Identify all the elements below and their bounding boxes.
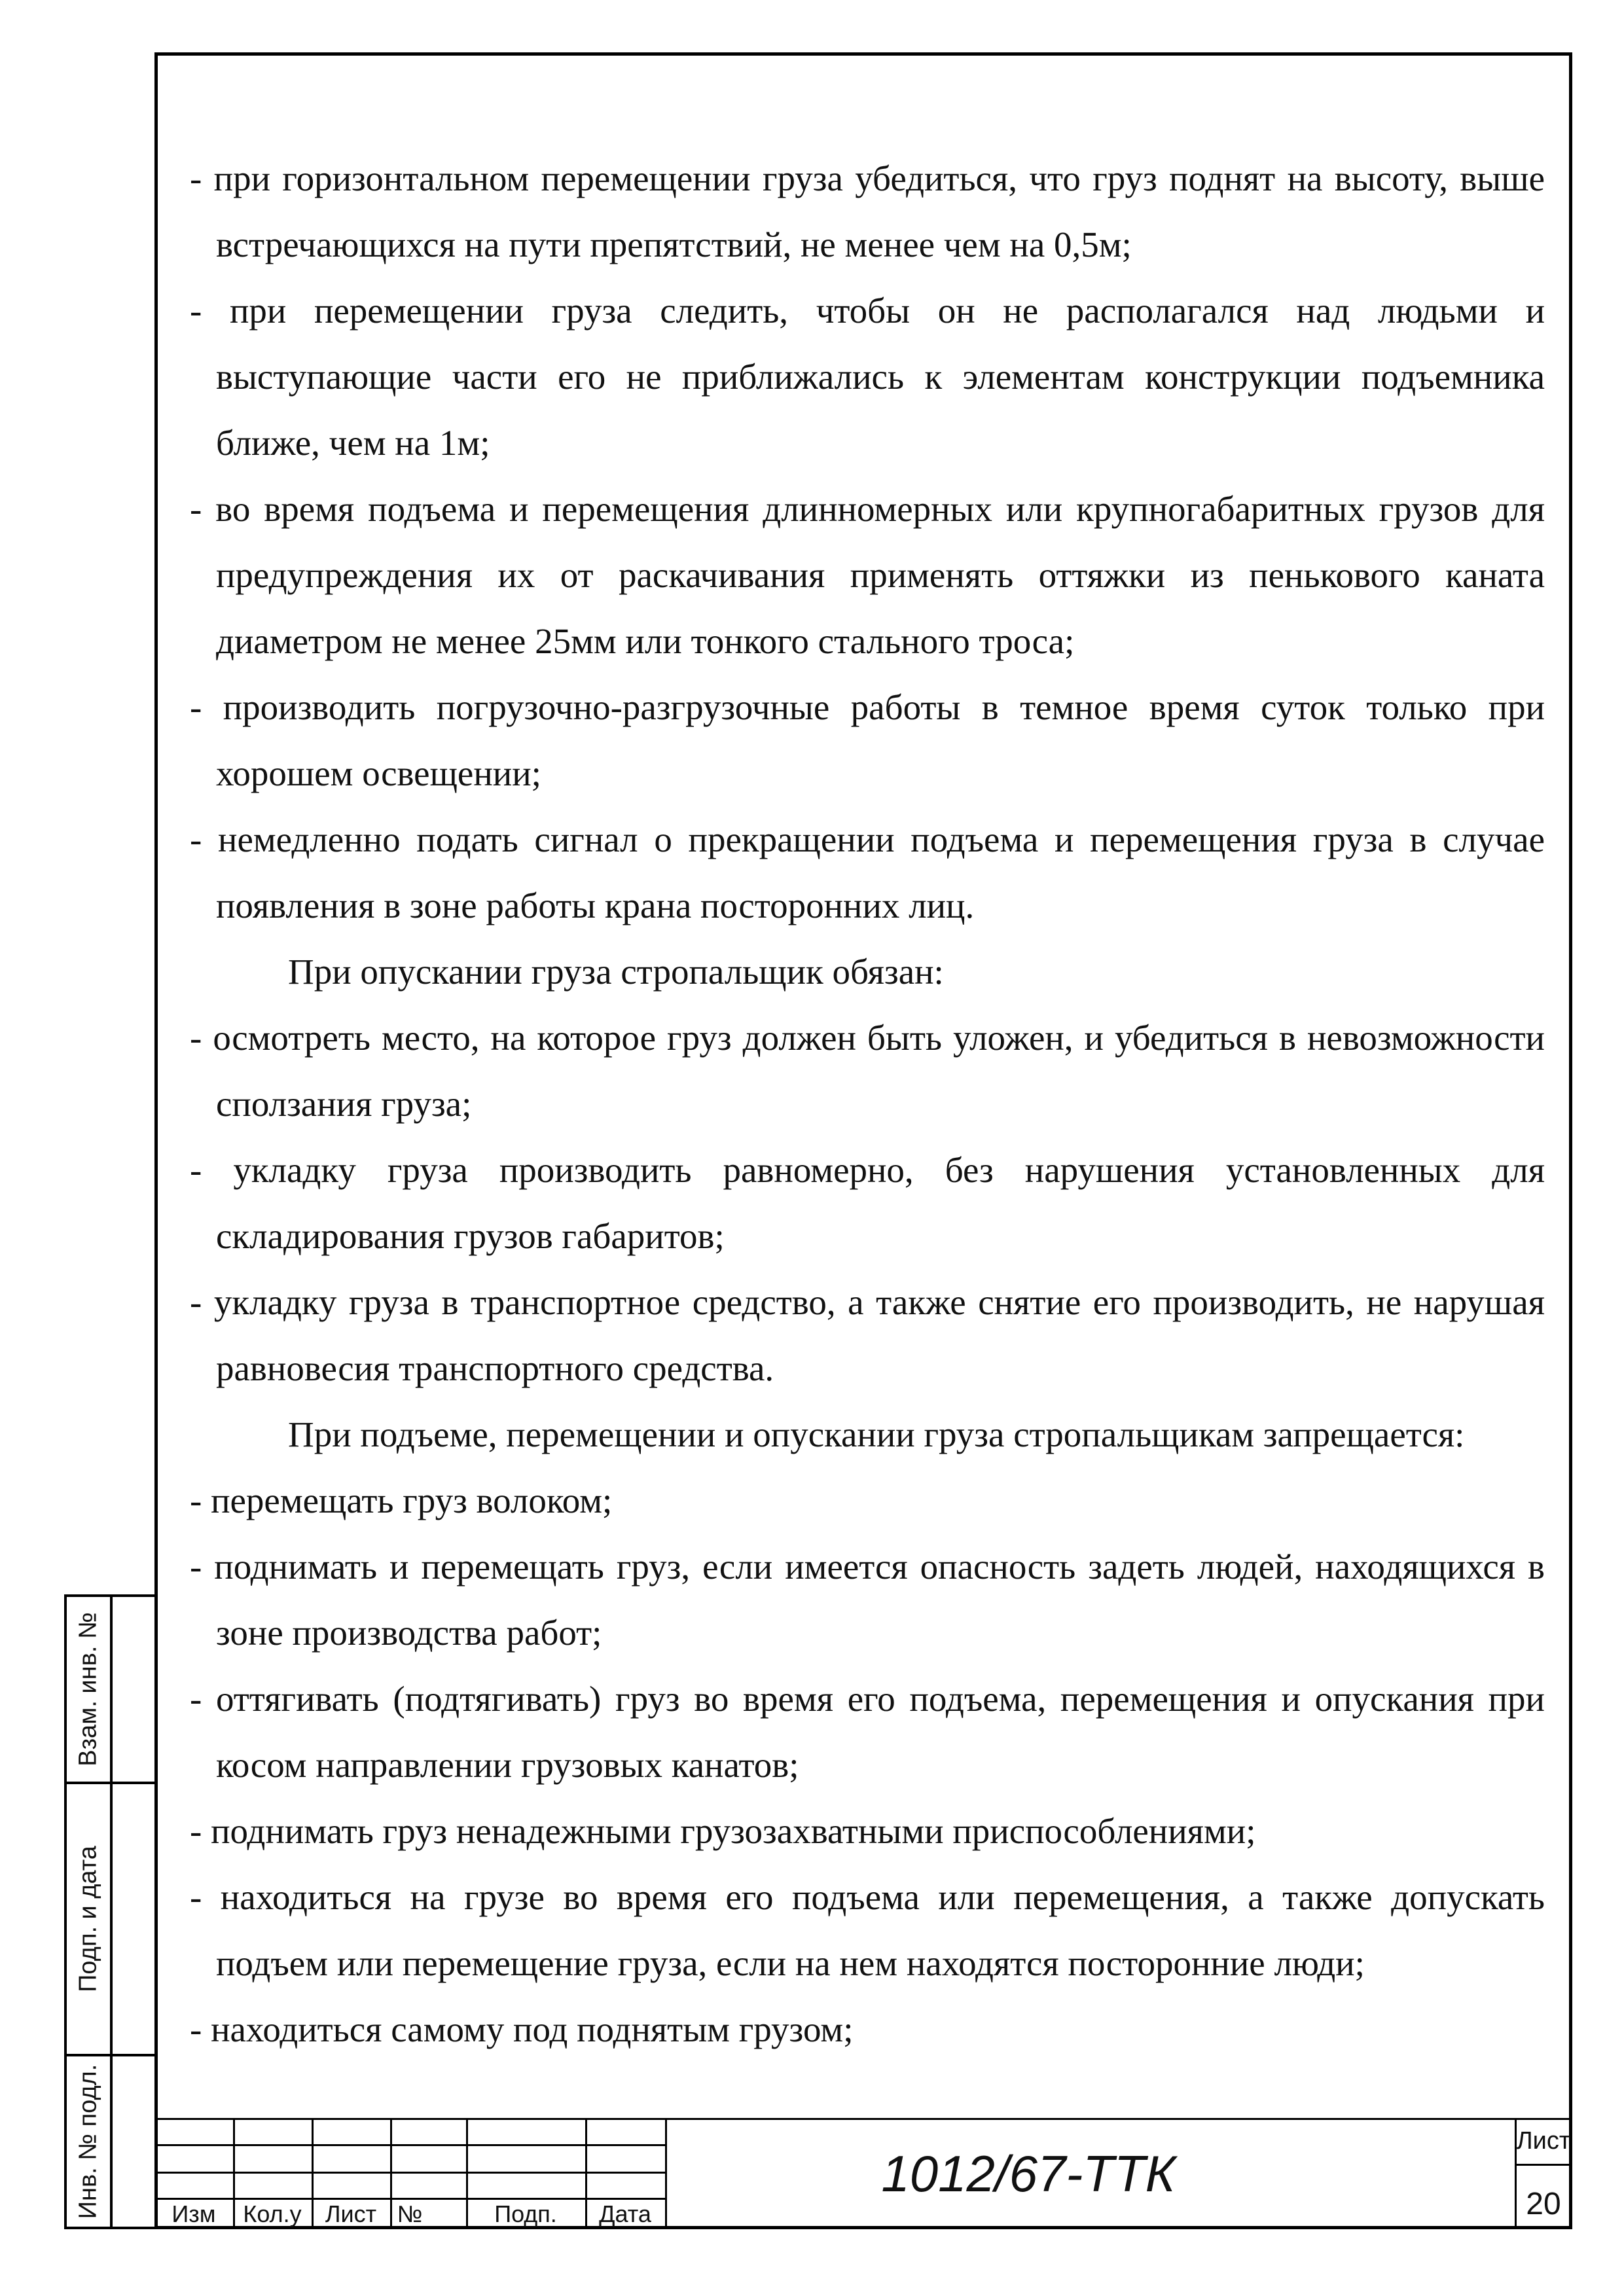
col-list: Лист <box>325 2200 377 2227</box>
list-item: - во время подъема и перемещения длинномерных или крупногабаритных грузов для предупреждения их от раскачивания применять оттяжки из пенькового каната диаметром не менее 25мм или тонкого стального троса; <box>190 489 1545 661</box>
col-num: № <box>397 2200 423 2227</box>
title-block-top-line <box>154 2118 1572 2120</box>
stamp-podp-data <box>64 1782 154 2056</box>
list-item: - при перемещении груза следить, чтобы он не располагался над людьми и выступающие части его не приближались к элементам конструкции подъемника ближе, чем на 1м; <box>190 291 1545 463</box>
list-item: - осмотреть место, на которое груз должен быть уложен, и убедиться в невозможности сползания груза; <box>190 1018 1545 1124</box>
stamp-inv-podl-label: Инв. № подл. <box>74 2064 102 2219</box>
document-code: 1012/67-ТТК <box>881 2145 1176 2202</box>
stamp-vzam-inv-label: Взам. инв. № <box>74 1612 102 1767</box>
col-izm: Изм <box>171 2200 216 2227</box>
stamp-inv-podl <box>64 2054 154 2229</box>
col-kol: Кол.у <box>243 2200 302 2227</box>
list-item: - укладку груза производить равномерно, без нарушения установленных для складирования грузов габаритов; <box>190 1150 1545 1256</box>
list-item: - при горизонтальном перемещении груза убедиться, что груз поднят на высоту, выше встречающихся на пути препятствий, не менее чем на 0,5м; <box>190 158 1545 264</box>
col-podp: Подп. <box>494 2200 557 2227</box>
list-item: - укладку груза в транспортное средство, а также снятие его производить, не нарушая равновесия транспортного средства. <box>190 1282 1545 1388</box>
list-item: - перемещать груз волоком; <box>190 1480 613 1520</box>
list-item: - немедленно подать сигнал о прекращении подъема и перемещения груза в случае появления в зоне работы крана посторонних лиц. <box>190 819 1545 925</box>
list-item: - находиться на грузе во время его подъема или перемещения, а также допускать подъем или перемещение груза, если на нем находятся посторонние люди; <box>190 1877 1545 1983</box>
list-item: - производить погрузочно-разгрузочные работы в темное время суток только при хорошем освещении; <box>190 687 1545 793</box>
list-item: - оттягивать (подтягивать) груз во время его подъема, перемещения и опускания при косом направлении грузовых канатов; <box>190 1679 1545 1785</box>
col-data: Дата <box>599 2200 651 2227</box>
list-item: - находиться самому под поднятым грузом; <box>190 2009 854 2049</box>
list-item: - поднимать и перемещать груз, если имеется опасность задеть людей, находящихся в зоне производства работ; <box>190 1547 1545 1653</box>
grid-line <box>1515 2164 1572 2166</box>
list-item: - поднимать груз ненадежными грузозахватными приспособлениями; <box>190 1811 1256 1851</box>
sheet-number: 20 <box>1526 2187 1561 2221</box>
title-block <box>154 2118 1572 2229</box>
grid-line <box>154 2144 665 2146</box>
document-body <box>190 145 1545 2062</box>
section-intro: При опускании груза стропальщик обязан: <box>288 952 944 992</box>
grid-line <box>154 2172 665 2174</box>
sheet-label: Лист <box>1516 2127 1571 2155</box>
section-intro: При подъеме, перемещении и опускании груза стропальщикам запрещается: <box>288 1414 1465 1454</box>
stamp-podp-data-label: Подп. и дата <box>74 1846 102 1992</box>
stamp-vzam-inv <box>64 1594 154 1784</box>
